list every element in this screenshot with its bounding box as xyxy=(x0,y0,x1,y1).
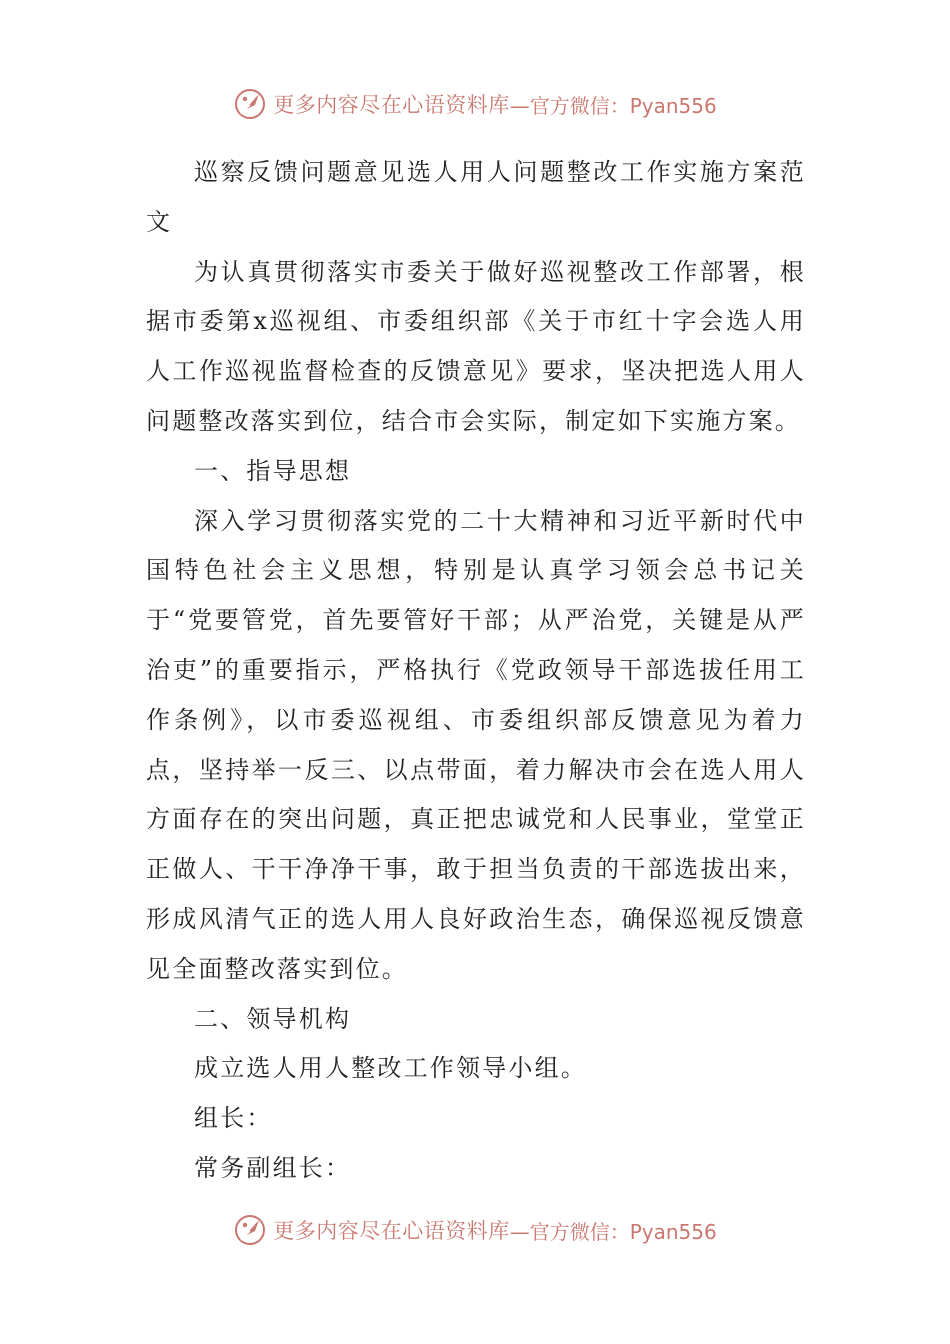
banner-title: 更多内容尽在心语资料库 xyxy=(273,1219,510,1243)
paragraph-group-leader: 组长： xyxy=(194,1104,273,1133)
document-body xyxy=(146,148,806,1194)
paragraph-deputy-leader: 常务副组长： xyxy=(194,1153,352,1182)
footer-banner xyxy=(0,1210,950,1250)
quill-logo-icon xyxy=(233,87,267,121)
paragraph-intro: 为认真贯彻落实市委关于做好巡视整改工作部署，根据市委第x巡视组、市委组织部《关于市红十字会选人用人工作巡视监督检查的反馈意见》要求，坚决把选人用人问题整改落实到位，结合市会实际，制定如下实施方案。 xyxy=(146,257,806,435)
header-banner xyxy=(0,84,950,124)
banner-contact: —官方微信：Pyan556 xyxy=(509,1219,717,1244)
heading-guiding-ideology: 一、指导思想 xyxy=(194,456,352,485)
paragraph-guiding-ideology: 深入学习贯彻落实党的二十大精神和习近平新时代中国特色社会主义思想，特别是认真学习领会总书记关于“党要管党，首先要管好干部；从严治党，关键是从严治吏”的重要指示，严格执行《党政领导干部选拔任用工作条例》，以市委巡视组、市委组织部反馈意见为着力点，坚持举一反三、以点带面，着力解决市会在选人用人方面存在的突出问题，真正把忠诚党和人民事业，堂堂正正做人、干干净净干事，敢于担当负责的干部选拔出来，形成风清气正的选人用人良好政治生态，确保巡视反馈意见全面整改落实到位。 xyxy=(146,506,806,983)
quill-logo-icon xyxy=(233,1213,267,1247)
paragraph-leadership-group: 成立选人用人整改工作领导小组。 xyxy=(194,1054,587,1083)
banner-title: 更多内容尽在心语资料库 xyxy=(273,93,510,117)
heading-leadership: 二、领导机构 xyxy=(194,1004,352,1033)
banner-contact: —官方微信：Pyan556 xyxy=(509,93,717,118)
document-title: 巡察反馈问题意见选人用人问题整改工作实施方案范文 xyxy=(146,158,806,236)
